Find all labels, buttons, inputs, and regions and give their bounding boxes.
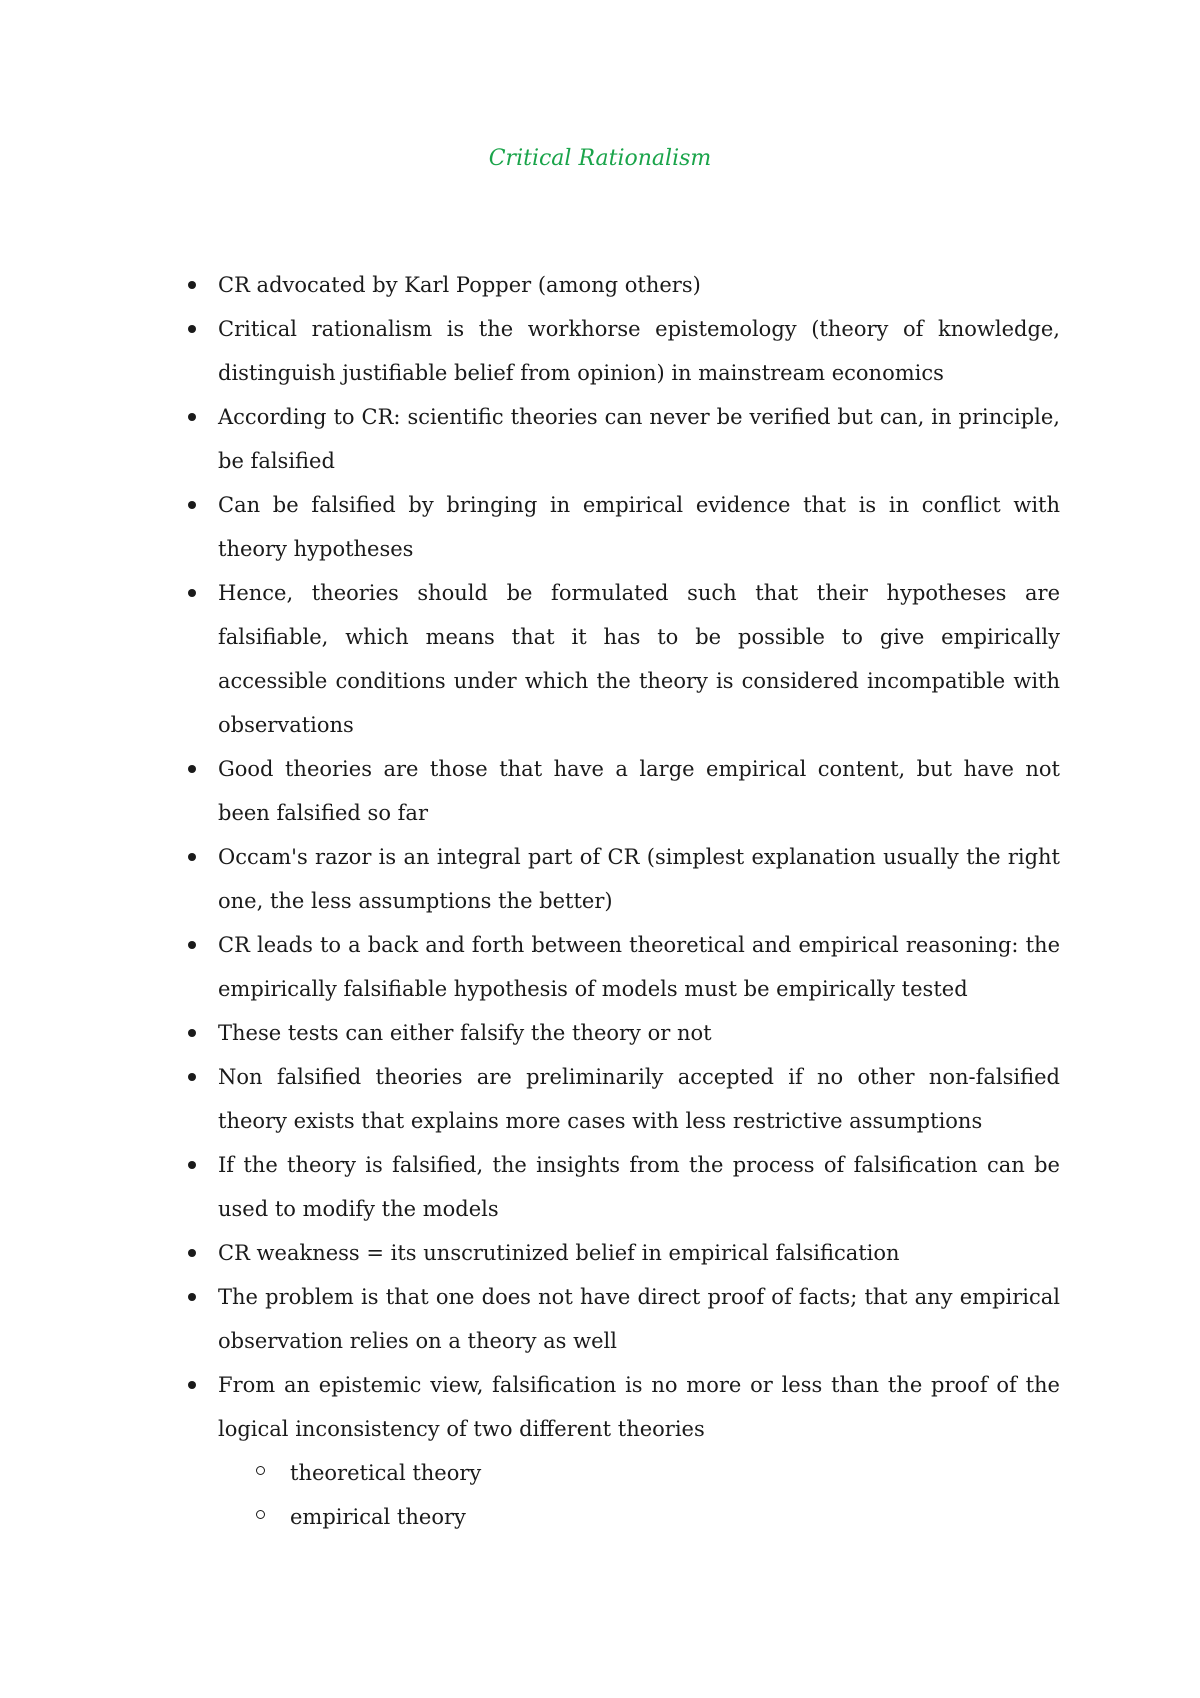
- list-item-text: Hence, theories should be formulated such that their hypotheses are falsifiable, which means that it has to be possible to give empirically accessible conditions under which the theory is considered incompatible with observations: [218, 581, 1060, 737]
- list-item: [218, 263, 1060, 307]
- sub-list-item-text: theoretical theory: [290, 1461, 482, 1485]
- list-item: [218, 1011, 1060, 1055]
- list-item: [218, 1231, 1060, 1275]
- list-item-text: These tests can either falsify the theory or not: [218, 1021, 712, 1045]
- bullet-list: [218, 263, 1060, 1539]
- list-item: [218, 1363, 1060, 1539]
- document-title: Critical Rationalism: [488, 146, 712, 171]
- list-item-text: Critical rationalism is the workhorse epistemology (theory of knowledge, distinguish justifiable belief from opinion) in mainstream economics: [218, 317, 1060, 385]
- list-item-text: CR weakness = its unscrutinized belief in empirical falsification: [218, 1241, 900, 1265]
- list-item: [218, 1143, 1060, 1231]
- bullet-dot-icon: [188, 1381, 196, 1389]
- list-item-text: Non falsified theories are preliminarily accepted if no other non-falsified theory exists that explains more cases with less restrictive assumptions: [218, 1065, 1060, 1133]
- list-item-text: Good theories are those that have a large empirical content, but have not been falsified so far: [218, 757, 1060, 825]
- bullet-dot-icon: [188, 853, 196, 861]
- list-item-text: Can be falsified by bringing in empirical evidence that is in conflict with theory hypotheses: [218, 493, 1060, 561]
- sub-list-item: [290, 1495, 1060, 1539]
- bullet-dot-icon: [188, 1249, 196, 1257]
- bullet-dot-icon: [188, 281, 196, 289]
- list-item: [218, 307, 1060, 395]
- sub-list-item-text: empirical theory: [290, 1505, 466, 1529]
- list-item: [218, 483, 1060, 571]
- sub-list-item: [290, 1451, 1060, 1495]
- bullet-dot-icon: [188, 765, 196, 773]
- list-item: [218, 747, 1060, 835]
- list-item: [218, 835, 1060, 923]
- bullet-dot-icon: [188, 1029, 196, 1037]
- bullet-dot-icon: [188, 413, 196, 421]
- list-item-text: CR leads to a back and forth between theoretical and empirical reasoning: the empirically falsifiable hypothesis of models must be empirically tested: [218, 933, 1060, 1001]
- list-item-text: CR advocated by Karl Popper (among others): [218, 273, 701, 297]
- list-item: [218, 1055, 1060, 1143]
- bullet-dot-icon: [188, 501, 196, 509]
- list-item: [218, 923, 1060, 1011]
- list-item-text: From an epistemic view, falsification is no more or less than the proof of the logical inconsistency of two different theories: [218, 1373, 1060, 1441]
- list-item-text: According to CR: scientific theories can never be verified but can, in principle, be falsified: [218, 405, 1060, 473]
- list-item-text: Occam's razor is an integral part of CR (simplest explanation usually the right one, the less assumptions the better): [218, 845, 1060, 913]
- bullet-dot-icon: [188, 589, 196, 597]
- hollow-circle-icon: [256, 1466, 265, 1475]
- hollow-circle-icon: [256, 1510, 265, 1519]
- list-item: [218, 395, 1060, 483]
- sub-bullet-list: [218, 1451, 1060, 1539]
- bullet-dot-icon: [188, 325, 196, 333]
- bullet-dot-icon: [188, 941, 196, 949]
- bullet-dot-icon: [188, 1161, 196, 1169]
- list-item: [218, 1275, 1060, 1363]
- list-item: [218, 571, 1060, 747]
- bullet-dot-icon: [188, 1073, 196, 1081]
- list-item-text: If the theory is falsified, the insights from the process of falsification can be used to modify the models: [218, 1153, 1060, 1221]
- bullet-dot-icon: [188, 1293, 196, 1301]
- list-item-text: The problem is that one does not have direct proof of facts; that any empirical observation relies on a theory as well: [218, 1285, 1060, 1353]
